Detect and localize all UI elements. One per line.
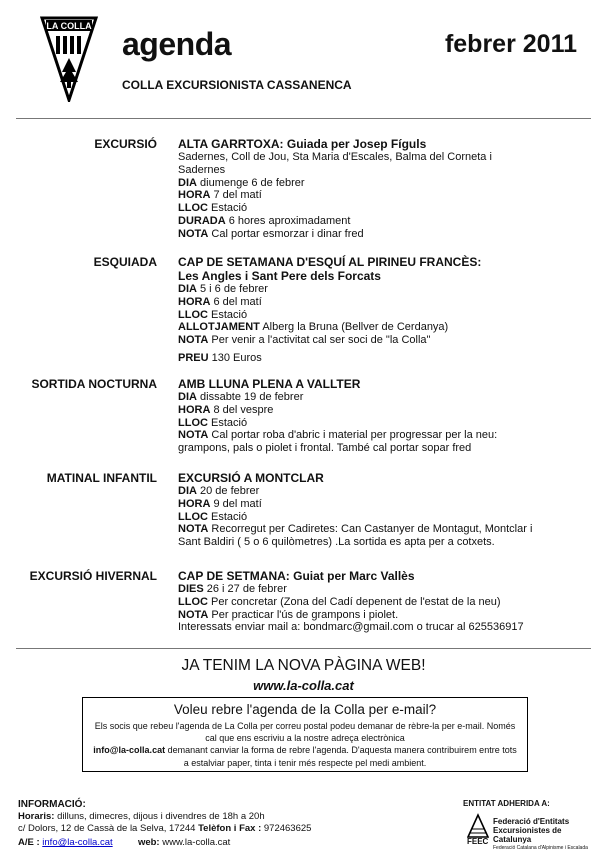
price-label: PREU [178,351,209,364]
feec-line2: Excursionistes de Catalunya [493,826,562,844]
event-intro: Sadernes, Coll de Jou, Sta Maria d'Escales, Balma del Corneta i Sadernes [178,151,492,176]
phone-text: 972463625 [261,823,312,834]
row-label: LLOC [178,595,208,608]
hours-text: dilluns, dimecres, dijous i divendres de 18h a 20h [54,811,265,822]
address-text: c/ Dolors, 12 de Cassà de la Selva, 17244 [18,823,199,834]
la-colla-logo [40,14,98,102]
row-label: NOTA [178,523,209,536]
row-text: Estació [207,308,248,321]
row-text: Per venir a l'activitat cal ser soci de "la Colla" [208,334,431,347]
email-box [82,697,528,772]
feec-line1: Federació d'Entitats [493,817,570,826]
row-label: DIA [178,485,197,497]
row-label: ALLOTJAMENT [178,321,260,334]
row-label: LLOC [178,510,208,523]
row-text: dissabte 19 de febrer [196,391,304,403]
row-text: Estació [207,510,248,523]
row-label: DURADA [178,214,226,227]
row-label: NOTA [178,227,209,240]
agenda-date: febrer 2011 [444,30,577,58]
event-price [178,352,533,365]
event-row [178,609,533,622]
page-title: agenda [122,26,232,62]
event-category: ESQUIADA [93,255,157,269]
email-box-line1: Els socis que rebeu l'agenda de La Colla per correu postal podeu demanar de rèbre-la per e-mail. Només cal que ens escriviu a la nostre adreça electrònica [94,721,516,744]
row-text: Cal portar esmorzar i dinar fred [208,227,364,240]
feec-line3: Federació Catalana d'Alpinisme i Escalada [493,845,588,851]
event-heading: CAP DE SETAMANA D'ESQUÍ AL PIRINEU FRANCÈS: [178,255,482,269]
web-label: web: [137,837,160,848]
row-text: Alberg la Bruna (Bellver de Cerdanya) [259,321,449,334]
feec-abbr: FEEC [467,837,489,846]
row-label: HORA [178,295,211,308]
row-text: Per concretar (Zona del Cadí depenent de l'estat de la neu) [207,595,501,608]
phone-label: Telèfon i Fax : [198,823,262,834]
row-label: DIA [178,391,197,403]
footer-hours [18,811,311,823]
event-row [178,404,533,417]
row-text: 9 del matí [210,497,262,510]
event-row [178,417,533,430]
event-heading: EXCURSIÓ A MONTCLAR [178,471,324,485]
email-box-line2: demanant canviar la forma de rebre l'agenda. D'aquesta manera contribuirem entre tots a estalviar paper, tinta i tenir més respecte pel medi ambient. [165,745,517,768]
web-headline: JA TENIM LA NOVA PÀGINA WEB! [181,657,426,674]
email-box-text [91,720,519,769]
row-text: 7 del matí [210,189,262,202]
event-heading: ALTA GARRTOXA: Guiada per Josep Fíguls [178,137,427,151]
event-heading: AMB LLUNA PLENA A VALLTER [178,377,361,391]
price-text: 130 Euros [208,351,262,364]
hours-label: Horaris: [18,811,55,822]
event-row [178,485,533,498]
event-row [178,296,533,309]
web-divider [16,648,591,649]
event-category: EXCURSIÓ [94,137,157,151]
event-category: MATINAL INFANTIL [46,471,157,485]
row-text: 20 de febrer [196,485,260,497]
entity-label: ENTITAT ADHERIDA A: [463,799,550,808]
row-text: Estació [207,416,248,429]
row-text: Per practicar l'ús de grampons i piolet. [208,608,399,621]
row-label: HORA [178,189,211,202]
event-category: SORTIDA NOCTURNA [31,377,157,391]
row-label: LLOC [178,416,208,429]
event-row [178,334,533,347]
event-row [178,309,533,322]
row-label: DIES [178,583,204,595]
event-row [178,189,533,202]
event-row [178,202,533,215]
event-row [178,321,533,334]
event-row [178,429,533,455]
event-row [178,511,533,524]
row-text: 26 i 27 de febrer [203,583,287,595]
event-row [178,523,533,549]
footer-web-url[interactable]: www.la-colla.cat [159,837,231,848]
row-text: 5 i 6 de febrer [196,283,268,295]
row-label: NOTA [178,429,209,442]
logo-text: LA COLLA [46,21,92,31]
event-heading: CAP DE SETMANA: Guiat per Marc Vallès [178,569,415,583]
email-box-title: Voleu rebre l'agenda de la Colla per e-mail? [173,702,437,717]
row-label: DIA [178,176,197,189]
row-text: diumenge 6 de febrer [196,176,305,189]
event-subheading: Les Angles i Sant Pere dels Forcats [178,269,381,283]
event-row [178,596,533,609]
event-row [178,498,533,511]
ae-email-link[interactable]: info@la-colla.cat [42,837,113,848]
row-label: HORA [178,497,211,510]
email-box-email[interactable]: info@la-colla.cat [93,745,166,756]
footer-contact [18,837,311,849]
event-row [178,391,533,404]
footer-address [18,823,311,835]
header-divider [16,118,591,119]
event-row [178,228,533,241]
footer-info-title: INFORMACIÓ: [18,799,86,810]
row-label: DIA [178,283,197,295]
ae-label: A/E : [18,837,40,848]
row-text: Estació [207,202,248,215]
row-label: NOTA [178,334,209,347]
row-text: 6 hores aproximadament [225,214,351,227]
event-category: EXCURSIÓ HIVERNAL [29,569,157,583]
row-text: 6 del matí [210,295,262,308]
event-row [178,177,533,190]
event-row [178,215,533,228]
event-row [178,583,533,596]
footer-info [18,811,311,849]
event-extra: Interessats enviar mail a: bondmarc@gmail.com o trucar al 625536917 [178,621,524,634]
row-text: Cal portar roba d'abric i material per progressar per la neu: grampons, pals o piolet i frontal. També cal portar sopar fred [178,429,498,455]
club-name: COLLA EXCURSIONISTA CASSANENCA [122,78,352,92]
row-label: NOTA [178,608,209,621]
row-text: Recorregut per Cadiretes: Can Castanyer de Montagut, Montclar i Sant Baldiri ( 5 o 6 quilòmetres) .La sortida es apta per a cotxets. [178,523,533,549]
row-text: 8 del vespre [210,403,274,416]
row-label: LLOC [178,308,208,321]
row-label: LLOC [178,202,208,215]
event-row [178,283,533,296]
feec-logo [467,813,597,849]
web-url-link[interactable]: www.la-colla.cat [253,678,354,693]
row-label: HORA [178,403,211,416]
